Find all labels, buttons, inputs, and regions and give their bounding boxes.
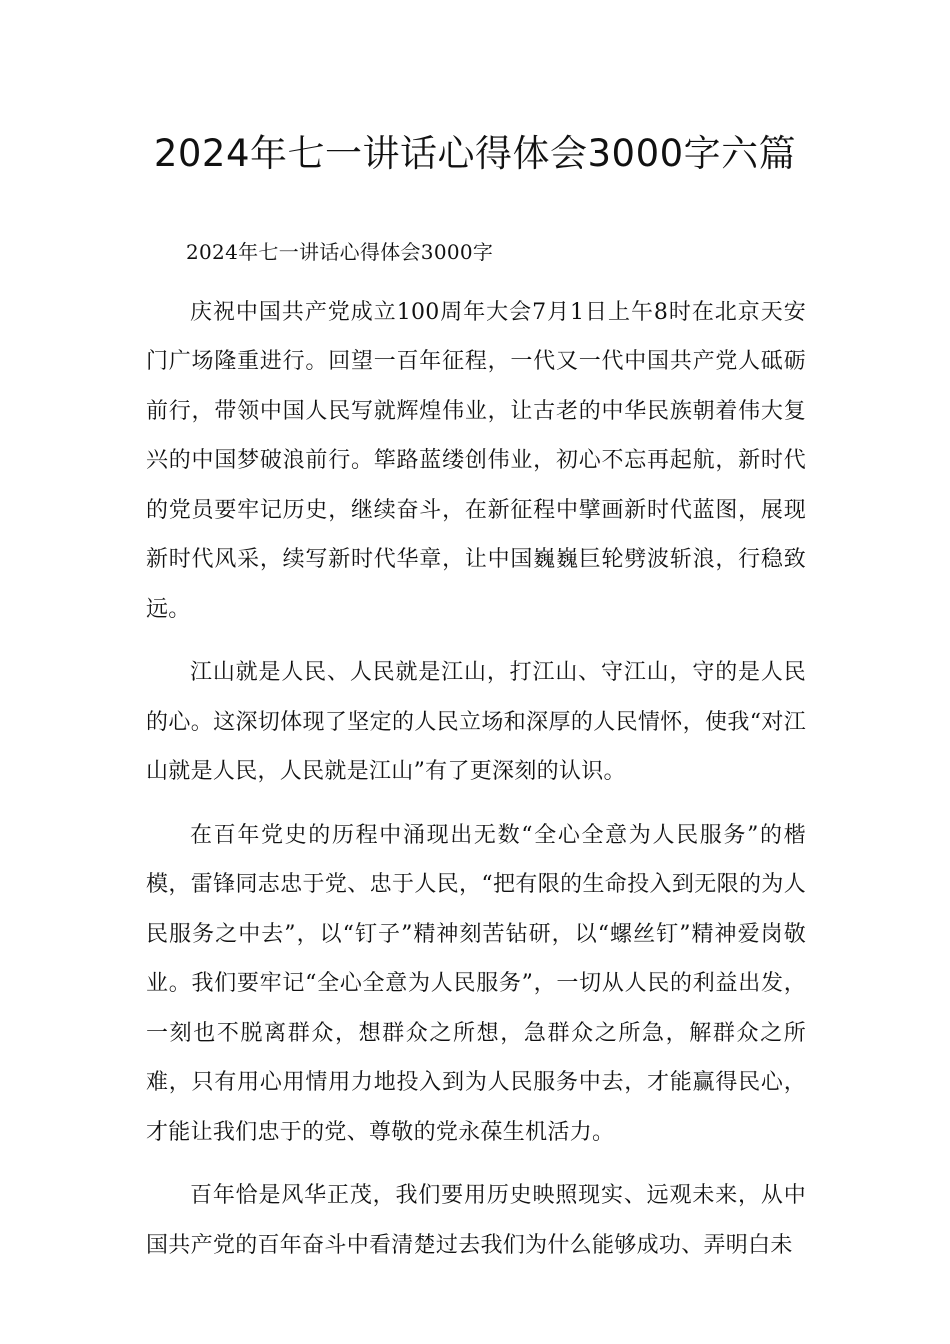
document-title: 2024年七一讲话心得体会3000字六篇 [153, 132, 797, 175]
document-body [146, 228, 806, 1284]
paragraph: 在百年党史的历程中涌现出无数“全心全意为人民服务”的楷模，雷锋同志忠于党、忠于人民，“把有限的生命投入到无限的为人民服务之中去”，以“钉子”精神刻苦钻研，以“螺丝钉”精神爱岗敬业。我们要牢记“全心全意为人民服务”，一切从人民的利益出发，一刻也不脱离群众，想群众之所想，急群众之所急，解群众之所难，只有用心用情用力地投入到为人民服务中去，才能赢得民心，才能让我们忠于的党、尊敬的党永葆生机活力。 [146, 822, 806, 1145]
section-heading: 2024年七一讲话心得体会3000字 [186, 240, 494, 264]
paragraph: 江山就是人民、人民就是江山，打江山、守江山，守的是人民的心。这深切体现了坚定的人民立场和深厚的人民情怀，使我“对江山就是人民，人民就是江山”有了更深刻的认识。 [146, 660, 806, 784]
paragraph: 庆祝中国共产党成立100周年大会7月1日上午8时在北京天安门广场隆重进行。回望一百年征程，一代又一代中国共产党人砥砺前行，带领中国人民写就辉煌伟业，让古老的中华民族朝着伟大复兴的中国梦破浪前行。筚路蓝缕创伟业，初心不忘再起航，新时代的党员要牢记历史，继续奋斗，在新征程中擘画新时代蓝图，展现新时代风采，续写新时代华章，让中国巍巍巨轮劈波斩浪，行稳致远。 [146, 299, 806, 622]
paragraph: 百年恰是风华正茂，我们要用历史映照现实、远观未来，从中国共产党的百年奋斗中看清楚过去我们为什么能够成功、弄明白未 [146, 1183, 806, 1258]
